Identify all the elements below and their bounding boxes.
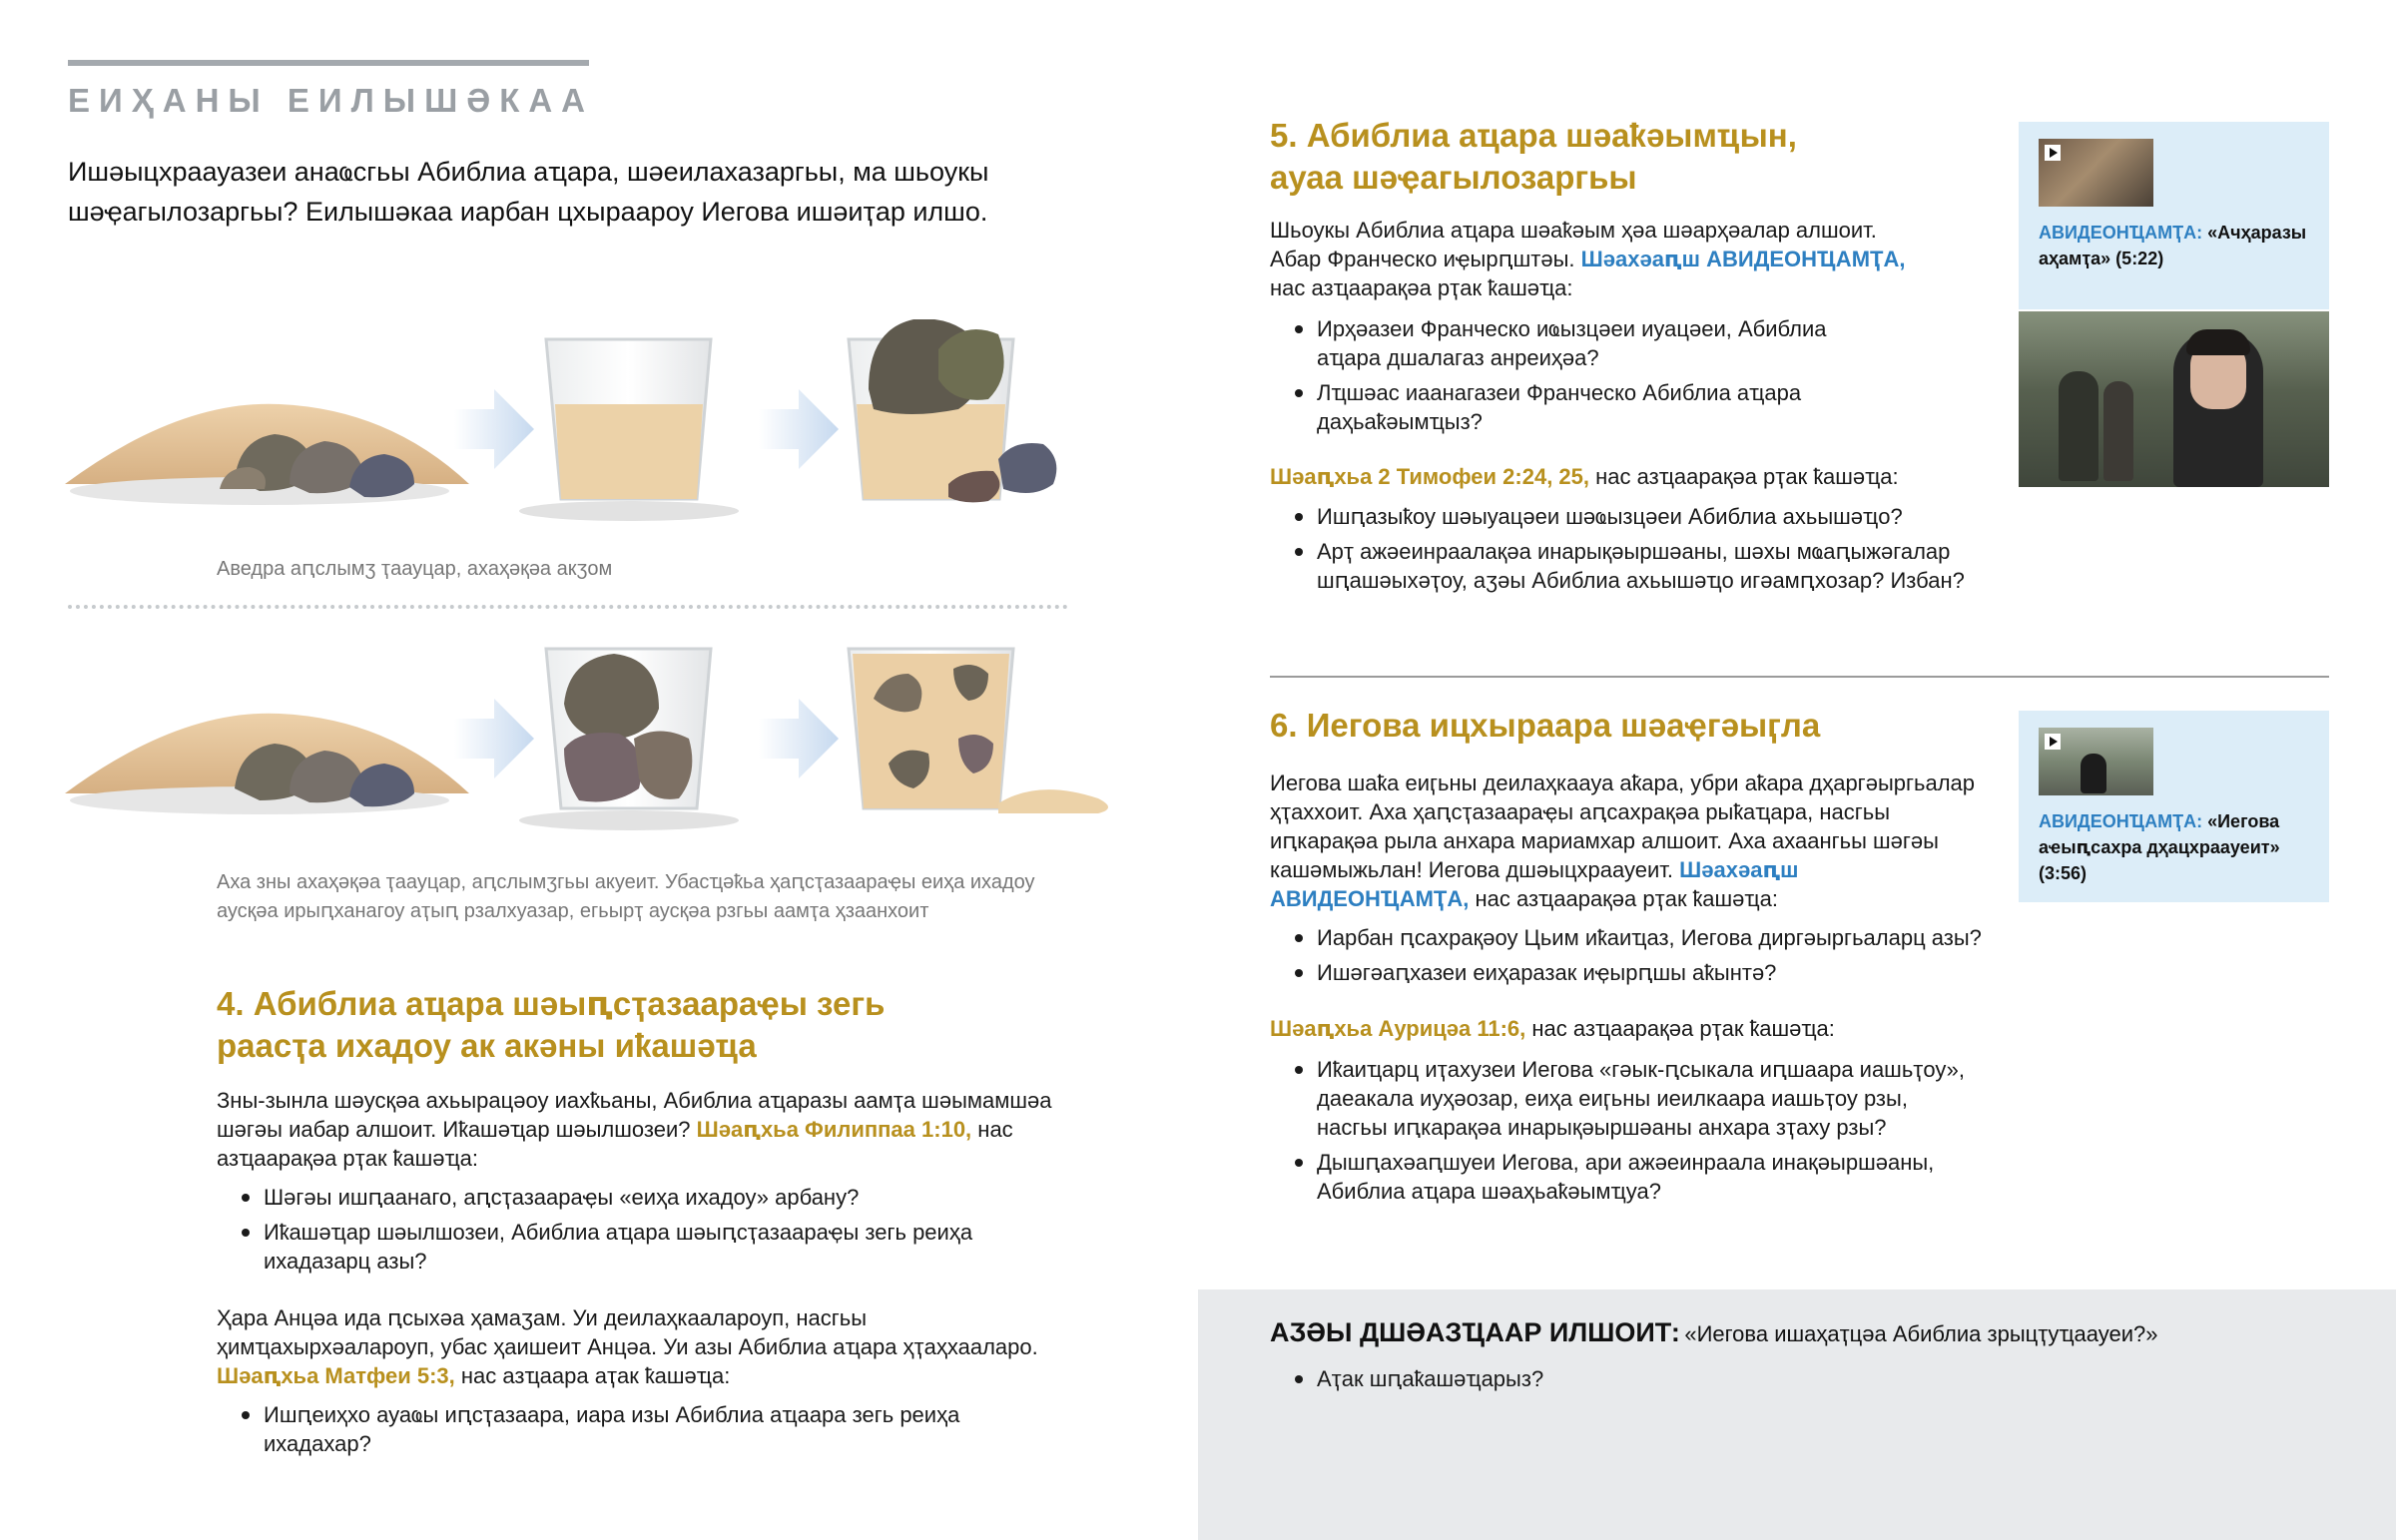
paragraph-text: нас азҵаара аҭак ҟашәҵа: [460, 1363, 731, 1388]
section-6-questions-2 [1285, 1055, 1984, 1212]
paragraph-text: нас азҵаарақәа рҭак ҟашәҵа: [217, 1117, 1013, 1171]
video-title: «Ачҳаразы аҳамҭа» (5:22) [2039, 223, 2307, 268]
discussion-question: «Иегова ишаҳаҭцәа Абиблиа зрыцҭуҵаауеи?» [1684, 1321, 2158, 1346]
video-label [2039, 220, 2318, 271]
play-icon [2045, 734, 2061, 750]
question-item: Арҭ ажәеинраалақәа инарықәыршәаны, шәхы мҩаԥыжәгалар шԥашәыхәҭоу, аӡәы Абиблиа ахьышәҵо игәамԥхозар? Избан? [1285, 537, 1974, 595]
caption-line: аусқәа ирыԥханагоу аҭыԥ рзалхуазар, егьырҭ аусқәа рзгьы аамҭа ҳзаанхоит [217, 900, 929, 922]
section-6-questions-1 [1285, 923, 2004, 993]
discussion-heading [1270, 1317, 2368, 1348]
section-title-line: 4. Абиблиа аҵара шәыԥсҭазаараҿы зегь [217, 985, 886, 1022]
video-box-section-5[interactable] [2019, 122, 2329, 309]
section-5-paragraph-1 [1270, 216, 1909, 302]
video-label-caps: АВИДЕОНҴАМҬА: [2039, 223, 2203, 243]
section-4-questions-1 [232, 1183, 1030, 1282]
illustration-caption-top: Аведра аԥслымӡ ҭаауцар, ахаҳәқәа акӡом [217, 558, 613, 580]
dotted-divider [68, 605, 1068, 609]
section-5-paragraph-2 [1270, 462, 1969, 491]
question-item: Иарбан ԥсахрақәоу Цьим иҟаиҵаз, Иегова диргәыргьаларц азы? [1285, 923, 2004, 952]
paragraph-text: нас азҵаарақәа рҭак ҟашәҵа: [1270, 275, 1573, 300]
dig-deeper-rule [68, 60, 589, 66]
scripture-reference-link[interactable]: Шәаԥхьа Аурицәа 11:6, [1270, 1016, 1526, 1041]
question-item: Ирҳәазеи Франческо иҩызцәеи иуацәеи, Абиблиа аҵара дшалагаз анреиҳәа? [1285, 314, 1874, 372]
section-4-title [217, 983, 1115, 1067]
video-title: «Иегова аҽыԥсахра дҳацхраауеит» (3:56) [2039, 811, 2280, 883]
play-icon [2045, 145, 2061, 161]
question-item: Аҭак шԥаҟашәҵарыз? [1285, 1364, 2084, 1393]
paragraph-text: Ҳара Анцәа ида ԥсыхәа ҳамаӡам. Уи деилаҳкаалароуп, насгьы ҳимҵахырхәалароуп, убас ҳаишеит Анцәа. Уи азы Абиблиа аҵара ҳҭаҳхааларо. [217, 1305, 1038, 1359]
question-item: Дышԥахәаԥшуеи Иегова, ари ажәеинраала инақәыршәаны, Абиблиа аҵара шәаҳьаҟәымҵуа? [1285, 1148, 1984, 1206]
dig-deeper-intro: Ишәыцхраауазеи анаҩсгьы Абиблиа аҵара, шәеилахазаргьы, ма шьоукы шәҿагылозаргьы? Еилышәкаа иарбан цхыраароу Иегова ишәиҭар илшо. [68, 157, 989, 227]
section-5-questions-2 [1285, 502, 1974, 601]
arrow-right-icon [454, 389, 534, 469]
rock [998, 443, 1056, 493]
spilled-sand [998, 789, 1108, 813]
video-label-caps: АВИДЕОНҴАМҬА: [2039, 811, 2203, 831]
paragraph-text: нас азҵаарақәа рҭак ҟашәҵа: [1475, 886, 1778, 911]
section-4-questions-2 [232, 1400, 960, 1464]
scripture-reference-link[interactable]: Шәаԥхьа 2 Тимофеи 2:24, 25, [1270, 464, 1589, 489]
video-box-section-6[interactable] [2019, 711, 2329, 902]
question-item: Иҟаиҵарц иҭахузеи Иегова «гәык-ԥсыкала иԥшаара иашьҭоу», даеакала иуҳәозар, еиҳа еиӷьны иеилкаара иашьҭоу рзы, насгьы иԥкарақәа инарықәыршәаны анхара зҭаху рзы? [1285, 1055, 1984, 1142]
video-thumbnail[interactable] [2039, 728, 2153, 795]
section-6-title: 6. Иегова ицхыраара шәаҿгәыӷла [1270, 707, 1821, 744]
question-item: Ишәгәаԥхазеи еиҳаразак иҿырԥшы аҟынтә? [1285, 958, 2004, 987]
paragraph-text: нас азҵаарақәа рҭак ҟашәҵа: [1595, 464, 1899, 489]
illustration-bottom-row [60, 629, 1118, 858]
caption-line: Аха зны ахаҳәқәа ҭаауцар, аԥслымӡгьы акуеит. Убасҵәҟьа ҳаԥсҭазаараҿы еиҳа ихадоу [217, 871, 1035, 893]
video-still-photo [2019, 311, 2329, 487]
question-item: Шәгәы ишԥаанаго, аԥсҭазаараҿы «еиҳа ихадоу» арбану? [232, 1183, 1030, 1212]
section-divider [1270, 676, 2329, 678]
section-5-questions-1 [1285, 314, 1874, 442]
arrow-right-icon [759, 389, 839, 469]
scripture-reference-link[interactable]: Шәаԥхьа Филиппаа 1:10, [696, 1117, 972, 1142]
paragraph-text: Зны-зынла шәусқәа ахьырацәоу иахҟьаны, Абиблиа аҵаразы аамҭа шәымамшәа шәгәы иабар алшоит. Иҟашәҵар шәылшозеи? [217, 1088, 1052, 1142]
scripture-reference-link[interactable]: Шәаԥхьа Матфеи 5:3, [217, 1363, 455, 1388]
watch-video-link[interactable]: Шәахәаԥш АВИДЕОНҴАМҬА, [1270, 857, 1799, 911]
paragraph-text: Иегова шаҟа еиӷьны деилаҳкаауа аҟара, убри аҟара дҳаргәыргьалар ҳҭаххоит. Аха ҳаԥсҭазаараҿы аԥсахрақәа рыҟаҵара, насгьы иԥкарақәа рыла анхара мариамхар алшоит. Аха ахаангьы шәгәы кашәмыжьлан! Иегова дшәыцхраауеит. [1270, 770, 1976, 882]
discussion-title: АӠӘЫ ДШӘАЗҴААР ИЛШОИТ: [1270, 1317, 1680, 1347]
question-item: Ишԥазыҟоу шәыуацәеи шәҩызцәеи Абиблиа ахьышәҵо? [1285, 502, 1974, 531]
watch-video-link[interactable]: Шәахәаԥш АВИДЕОНҴАМҬА, [1580, 247, 1906, 271]
discussion-questions [1285, 1364, 2084, 1399]
arrow-right-icon [759, 699, 839, 778]
illustration-top-row [60, 319, 1118, 549]
rock [938, 329, 1004, 400]
illustration-caption-bottom [217, 868, 1035, 926]
video-label [2039, 808, 2323, 886]
dig-deeper-title: ЕИҲАНЫ ЕИЛЫШӘКАА [68, 82, 594, 119]
section-4-paragraph-2 [217, 1303, 1075, 1390]
question-item: Иҟашәҵар шәылшозеи, Абиблиа аҵара шәыԥсҭазаараҿы зегь реиҳа ихадазарц азы? [232, 1218, 1030, 1276]
video-thumbnail[interactable] [2039, 139, 2153, 207]
section-6-paragraph-2 [1270, 1014, 1969, 1043]
section-title-line: ауаа шәҿагылозаргьы [1270, 159, 1637, 196]
discussion-box [1198, 1289, 2396, 1540]
section-6-paragraph-1 [1270, 769, 1981, 913]
section-title-line: 5. Абиблиа аҵара шәаҟәымҵын, [1270, 117, 1797, 154]
question-item: Ишԥеиҳхо ауаҩы иԥсҭазаара, иара изы Абиблиа аҵаара зегь реиҳа ихадахар? [232, 1400, 960, 1458]
question-item: Лҵшәас иаанагазеи Франческо Абиблиа аҵара даҳьаҟәымҵыз? [1285, 378, 1874, 436]
arrow-right-icon [454, 699, 534, 778]
paragraph-text: нас азҵаарақәа рҭак ҟашәҵа: [1531, 1016, 1835, 1041]
rock [564, 733, 642, 802]
paragraph-text: Шьоукы Абиблиа аҵара шәаҟәым ҳәа шәарҳәалар алшоит. Абар Франческо иҿырԥштәы. [1270, 218, 1877, 271]
section-title-line: раасҭа ихадоу ак акәны иҟашәҵа [217, 1027, 757, 1064]
section-5-title [1270, 115, 1989, 199]
section-4-paragraph-1 [217, 1086, 1075, 1173]
